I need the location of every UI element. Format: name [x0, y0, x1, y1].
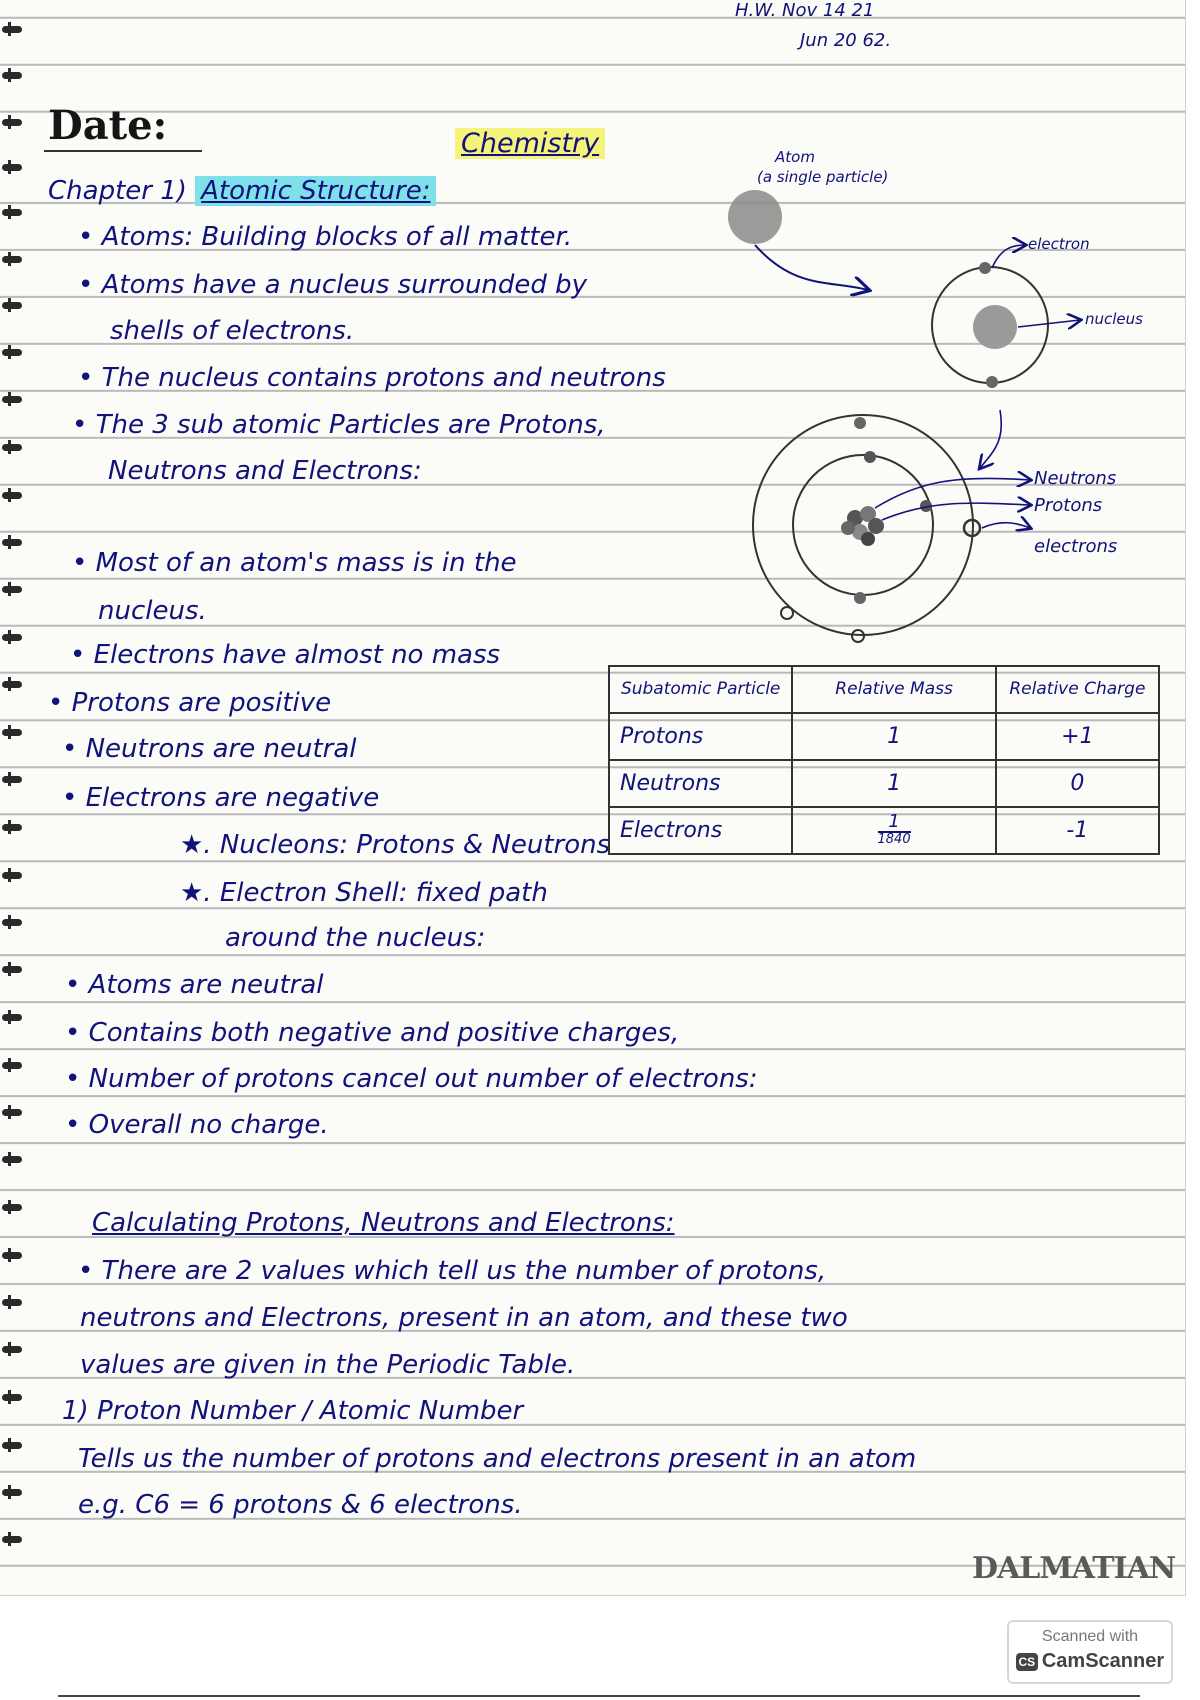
note-line: • Overall no charge. [65, 1110, 329, 1140]
note-line: shells of electrons. [110, 316, 355, 346]
header-particle: Subatomic Particle [609, 666, 792, 713]
charge-cell: -1 [996, 807, 1159, 854]
note-line: • Electrons are negative [62, 783, 380, 813]
section-line: • There are 2 values which tell us the number of protons, [78, 1256, 827, 1286]
homework-date-2: Jun 20 62. [800, 30, 892, 51]
mass-cell [792, 807, 995, 854]
note-line: • Most of an atom's mass is in the [72, 548, 517, 578]
simple-electron-top [979, 262, 991, 274]
chapter-title: Atomic Structure: [195, 176, 436, 206]
simple-electron-bottom [986, 376, 998, 388]
mass-cell: 1 [792, 760, 995, 807]
chapter-heading [48, 178, 436, 204]
subatomic-particle-table [608, 665, 1160, 855]
camscanner-logo-icon: CS [1016, 1653, 1038, 1671]
charge-cell: 0 [996, 760, 1159, 807]
single-atom-icon [728, 190, 782, 244]
camscanner-brand [1009, 1650, 1171, 1673]
bottom-divider [58, 1695, 1140, 1697]
atom-diagram [700, 150, 1180, 660]
charge-cell: +1 [996, 713, 1159, 760]
note-line: • Electrons have almost no mass [70, 640, 501, 670]
table-row [609, 807, 1159, 854]
note-line: • Atoms: Building blocks of all matter. [78, 222, 573, 252]
note-line: • Atoms are neutral [65, 970, 324, 1000]
outer-electron [854, 417, 866, 429]
simple-nucleus [973, 305, 1017, 349]
table-header-row [609, 666, 1159, 713]
note-line: nucleus. [98, 596, 207, 626]
atom-label: Atom [775, 148, 815, 166]
note-line: • The nucleus contains protons and neutrons [78, 363, 666, 393]
nucleus-arrow [1018, 320, 1080, 327]
atom-sublabel: (a single particle) [757, 168, 889, 186]
header-charge: Relative Charge [996, 666, 1159, 713]
camscanner-stamp [1007, 1620, 1173, 1684]
electrons-label: electrons [1034, 536, 1118, 557]
sub-line: Tells us the number of protons and electrons present in an atom [78, 1444, 917, 1474]
section-heading: Calculating Protons, Neutrons and Electrons: [92, 1208, 675, 1238]
section-line: values are given in the Periodic Table. [80, 1350, 576, 1380]
date-label: Date: [48, 102, 168, 149]
scanned-with-text: Scanned with [1041, 1628, 1139, 1645]
section-line: neutrons and Electrons, present in an atom, and these two [80, 1303, 848, 1333]
sub-heading: 1) Proton Number / Atomic Number [62, 1396, 524, 1426]
note-line: • Contains both negative and positive charges, [65, 1018, 680, 1048]
homework-date-1: H.W. Nov 14 21 [735, 0, 875, 21]
particle-cell: Protons [609, 713, 792, 760]
particle-cell: Electrons [609, 807, 792, 854]
note-line: • Number of protons cancel out number of electrons: [65, 1064, 758, 1094]
subject-title: Chemistry [455, 128, 605, 159]
table-row [609, 713, 1159, 760]
electron-label: electron [1028, 235, 1090, 253]
atom-arrow [755, 245, 868, 290]
note-line: Neutrons and Electrons: [108, 456, 422, 486]
protons-label: Protons [1034, 495, 1103, 516]
header-mass: Relative Mass [792, 666, 995, 713]
particle-cell: Neutrons [609, 760, 792, 807]
nucleus-cluster [841, 506, 884, 546]
outer-electron [781, 607, 793, 619]
proton-arrow [882, 503, 1030, 520]
fraction-numerator: 1 [888, 810, 900, 832]
electrons-arrow [982, 523, 1030, 528]
inner-electron [854, 592, 866, 604]
inner-electron [864, 451, 876, 463]
note-line: ★. Nucleons: Protons & Neutrons [180, 830, 611, 860]
note-line: • Atoms have a nucleus surrounded by [78, 270, 588, 300]
notebook-brand: DALMATIAN [972, 1551, 1176, 1586]
chapter-number: Chapter 1) [48, 176, 187, 206]
zoom-arrow [980, 410, 1001, 468]
note-line: • Neutrons are neutral [62, 734, 357, 764]
date-underline [44, 150, 202, 152]
camscanner-name: CamScanner [1041, 1650, 1165, 1672]
electron-arrow [992, 245, 1025, 268]
outer-electron [852, 630, 864, 642]
mass-cell: 1 [792, 713, 995, 760]
note-line: around the nucleus: [225, 923, 486, 953]
mass-fraction [877, 810, 911, 847]
fraction-denominator: 1840 [877, 831, 911, 847]
sub-line: e.g. C6 = 6 protons & 6 electrons. [78, 1490, 523, 1520]
table-row [609, 760, 1159, 807]
nucleus-label: nucleus [1085, 310, 1143, 328]
neutrons-label: Neutrons [1034, 468, 1117, 489]
note-line: • The 3 sub atomic Particles are Protons, [72, 410, 606, 440]
note-line: • Protons are positive [48, 688, 332, 718]
note-line: ★. Electron Shell: fixed path [180, 878, 548, 908]
